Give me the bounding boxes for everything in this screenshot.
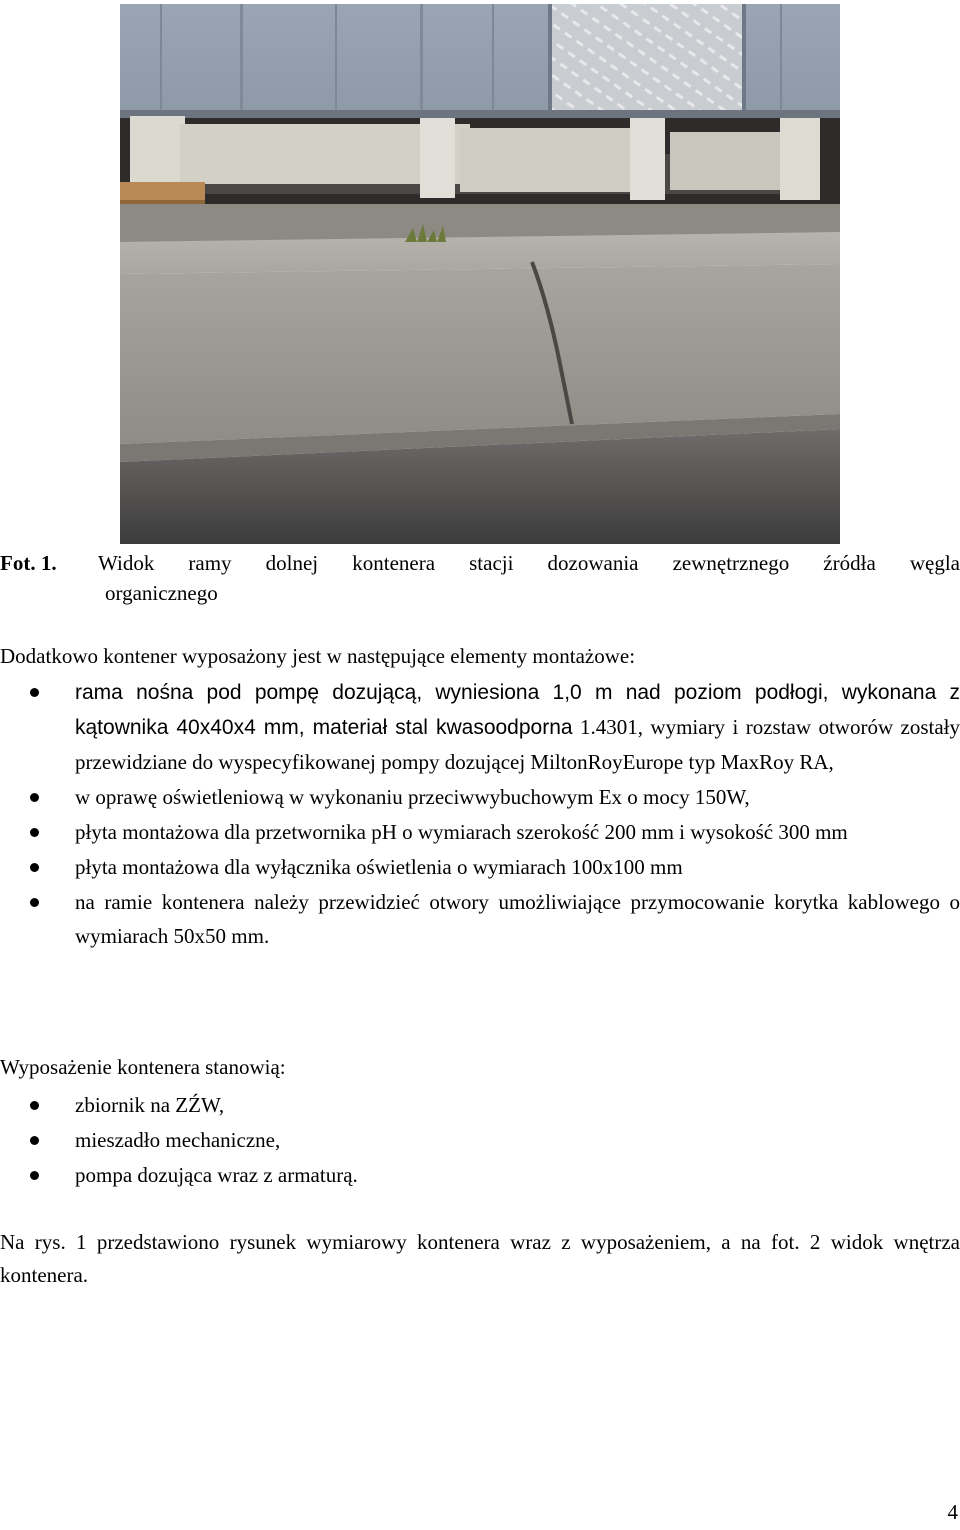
- list-item: pompa dozująca wraz z armaturą.: [0, 1158, 960, 1192]
- bullet-icon: [30, 898, 39, 907]
- bullet-icon: [30, 688, 39, 697]
- intro-paragraph: Dodatkowo kontener wyposażony jest w następujące elementy montażowe:: [0, 644, 636, 668]
- list-item: płyta montażowa dla wyłącznika oświetlenia o wymiarach 100x100 mm: [0, 850, 960, 884]
- bullet-icon: [30, 828, 39, 837]
- equipment-heading: Wyposażenie kontenera stanowią:: [0, 1055, 286, 1079]
- bullet-icon: [30, 1136, 39, 1145]
- bullet-icon: [30, 1101, 39, 1110]
- list-item: zbiornik na ZŹW,: [0, 1088, 960, 1122]
- photo-caption: [0, 548, 960, 608]
- bullet-icon: [30, 863, 39, 872]
- caption-label: Fot. 1.: [0, 551, 57, 575]
- list-item: na ramie kontenera należy przewidzieć otwory umożliwiające przymocowanie korytka kablowego o wymiarach 50x50 mm.: [0, 885, 960, 953]
- container-frame-photo: [120, 4, 840, 544]
- closing-paragraph: Na rys. 1 przedstawiono rysunek wymiarowy kontenera wraz z wyposażeniem, a na fot. 2 widok wnętrza kontenera.: [0, 1230, 960, 1287]
- mount-items-list: [0, 675, 960, 954]
- caption-text-line1: Widok ramy dolnej kontenera stacji dozowania zewnętrznego źródła węgla: [98, 551, 960, 575]
- list-item: rama nośna pod pompę dozującą, wyniesiona 1,0 m nad poziom podłogi, wykonana z kątownika 40x40x4 mm, materiał stal kwasoodporna 1.4301, wymiary i rozstaw otworów zostały przewidziane do wyspecyfikowanej pompy dozującej MiltonRoyEurope typ MaxRoy RA,: [0, 675, 960, 779]
- equipment-list: [0, 1088, 960, 1193]
- bullet-icon: [30, 793, 39, 802]
- list-item: w oprawę oświetleniową w wykonaniu przeciwwybuchowym Ex o mocy 150W,: [0, 780, 960, 814]
- bullet-icon: [30, 1171, 39, 1180]
- page-number: 4: [947, 1500, 958, 1524]
- list-item: mieszadło mechaniczne,: [0, 1123, 960, 1157]
- list-item: płyta montażowa dla przetwornika pH o wymiarach szerokość 200 mm i wysokość 300 mm: [0, 815, 960, 849]
- caption-text-line2: organicznego: [105, 581, 218, 605]
